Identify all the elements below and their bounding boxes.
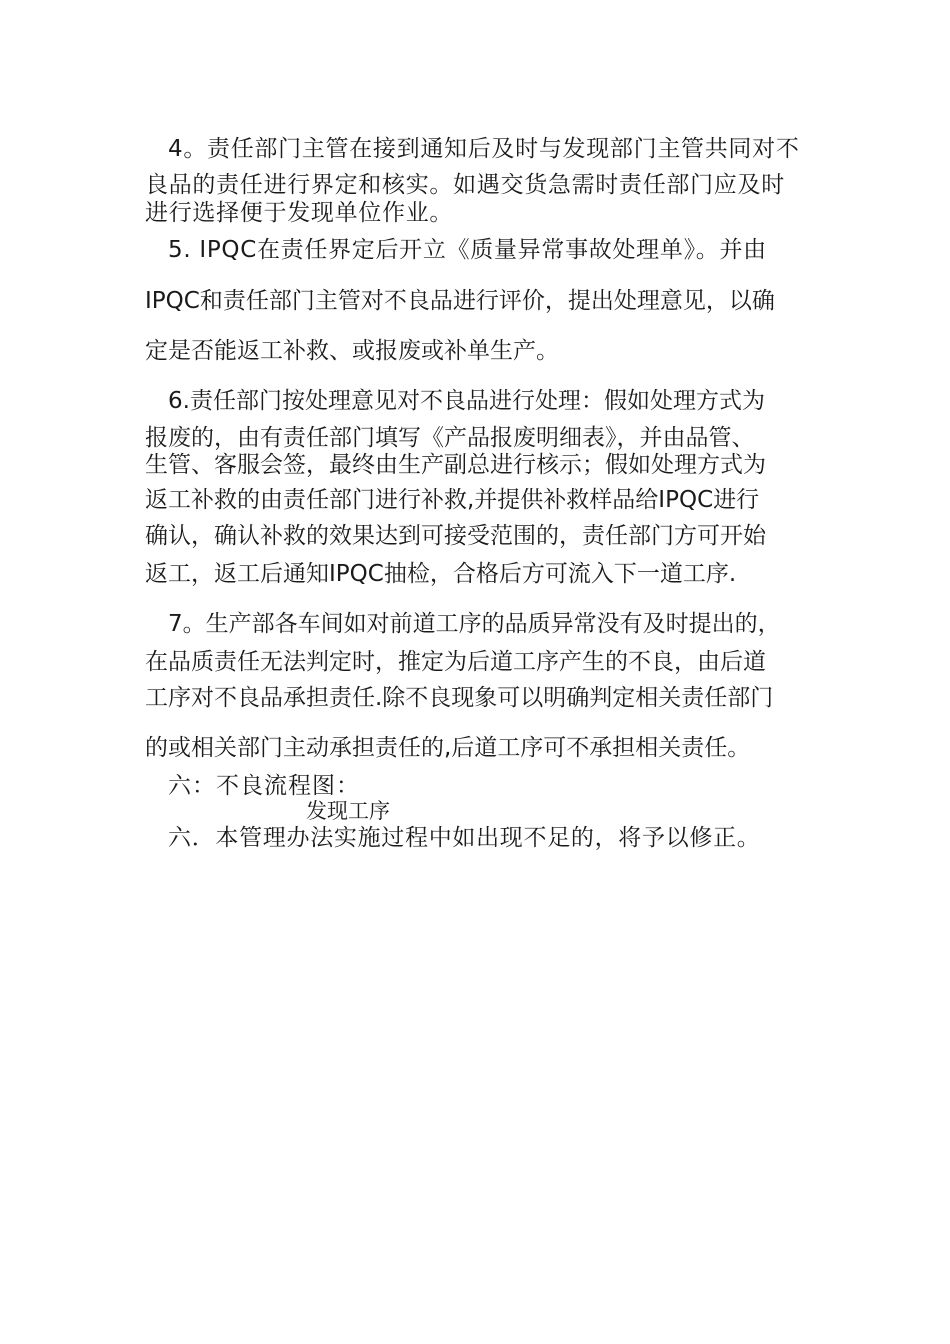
paragraph-5-line-1: 5. IPQC在责任界定后开立《质量异常事故处理单》。并由 — [168, 237, 767, 263]
paragraph-7-line-1: 7。生产部各车间如对前道工序的品质异常没有及时提出的， — [168, 611, 781, 637]
paragraph-5-line-3: 定是否能返工补救、或报废或补单生产。 — [145, 338, 559, 364]
paragraph-5-line-2: IPQC和责任部门主管对不良品进行评价，提出处理意见，以确 — [145, 288, 775, 314]
paragraph-6-line-4: 返工补救的由责任部门进行补救,并提供补救样品给IPQC进行 — [145, 487, 760, 513]
flow-node-discover-process: 发现工序 — [306, 799, 390, 823]
paragraph-6-line-3: 生管、客服会签，最终由生产副总进行核示；假如处理方式为 — [145, 452, 766, 478]
paragraph-4-line-1: 4。责任部门主管在接到通知后及时与发现部门主管共同对不 — [168, 136, 800, 162]
paragraph-7-line-3: 工序对不良品承担责任.除不良现象可以明确判定相关责任部门 — [145, 685, 774, 711]
paragraph-6-line-2: 报废的，由有责任部门填写《产品报废明细表》，并由品管、 — [145, 425, 755, 451]
closing-clause: 六．本管理办法实施过程中如出现不足的，将予以修正。 — [168, 825, 761, 851]
paragraph-4-line-3: 进行选择便于发现单位作业。 — [145, 200, 454, 226]
flowchart-heading: 六：不良流程图： — [168, 773, 360, 799]
paragraph-7-line-2: 在品质责任无法判定时，推定为后道工序产生的不良，由后道 — [145, 649, 766, 675]
paragraph-4-line-2: 良品的责任进行界定和核实。如遇交货急需时责任部门应及时 — [145, 172, 785, 198]
paragraph-6-line-1: 6.责任部门按处理意见对不良品进行处理：假如处理方式为 — [168, 388, 765, 414]
paragraph-7-line-4: 的或相关部门主动承担责任的,后道工序可不承担相关责任。 — [145, 735, 751, 761]
paragraph-6-line-6: 返工，返工后通知IPQC抽检，合格后方可流入下一道工序. — [145, 561, 737, 587]
paragraph-6-line-5: 确认，确认补救的效果达到可接受范围的，责任部门方可开始 — [145, 523, 766, 549]
